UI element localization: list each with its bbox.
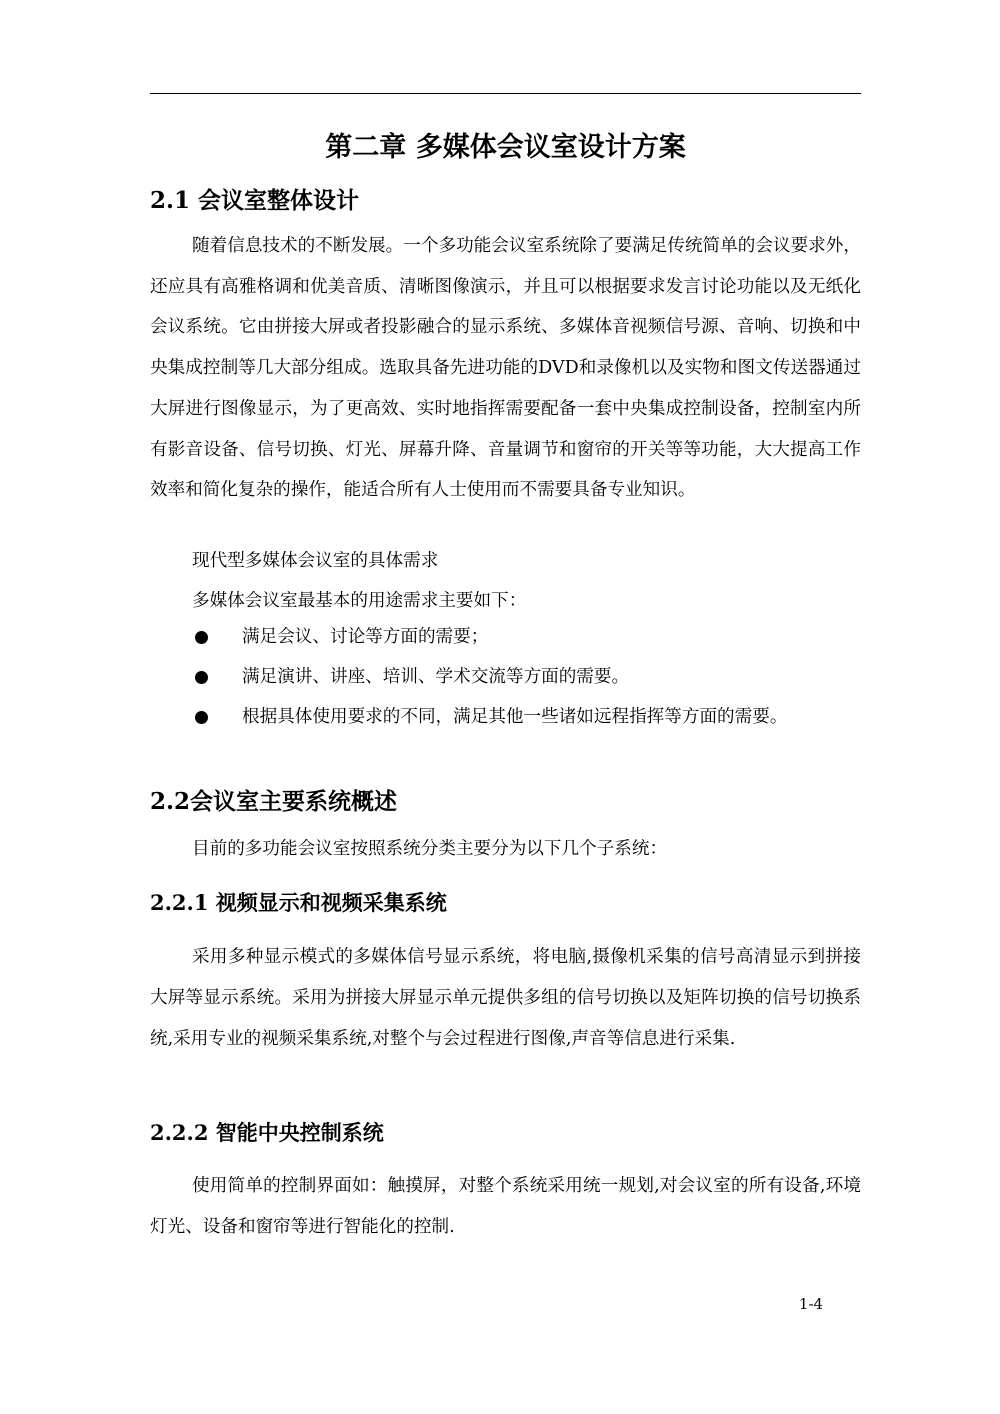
section-2-2-1-heading: 2.2.1 视频显示和视频采集系统 — [150, 890, 447, 915]
needs-title: 现代型多媒体会议室的具体需求 — [192, 551, 439, 571]
chapter-title: 第二章 多媒体会议室设计方案 — [325, 132, 686, 163]
page-number: 1-4 — [798, 1295, 824, 1313]
section-2-1-heading: 2.1 会议室整体设计 — [150, 187, 360, 214]
bullet-text: 满足会议、讨论等方面的需要； — [242, 627, 489, 647]
header-rule — [150, 93, 861, 94]
bullet-text: 根据具体使用要求的不同，满足其他一些诸如远程指挥等方面的需要。 — [242, 707, 788, 727]
section-2-2-2-heading: 2.2.2 智能中央控制系统 — [150, 1120, 384, 1145]
bullet-dot-icon — [195, 711, 208, 724]
bullet-text: 满足演讲、讲座、培训、学术交流等方面的需要。 — [242, 667, 630, 687]
section-2-2-2-paragraph: 使用简单的控制界面如：触摸屏，对整个系统采用统一规划,对会议室的所有设备,环境灯光、设备和窗帘等进行智能化的控制. — [150, 1176, 861, 1237]
section-2-2-1-paragraph: 采用多种显示模式的多媒体信号显示系统，将电脑,摄像机采集的信号高清显示到拼接大屏等显示系统。采用为拼接大屏显示单元提供多组的信号切换以及矩阵切换的信号切换系统,采用专业的视频采集系统,对整个与会过程进行图像,声音等信息进行采集. — [150, 947, 861, 1049]
section-2-2-intro: 目前的多功能会议室按照系统分类主要分为以下几个子系统： — [192, 839, 668, 859]
bullet-dot-icon — [195, 631, 208, 644]
section-2-2-heading: 2.2会议室主要系统概述 — [150, 788, 398, 815]
needs-intro: 多媒体会议室最基本的用途需求主要如下： — [192, 591, 527, 611]
bullet-dot-icon — [195, 671, 208, 684]
section-2-1-paragraph: 随着信息技术的不断发展。一个多功能会议室系统除了要满足传统简单的会议要求外，还应具有高雅格调和优美音质、清晰图像演示，并且可以根据要求发言讨论功能以及无纸化会议系统。它由拼接大屏或者投影融合的显示系统、多媒体音视频信号源、音响、切换和中央集成控制等几大部分组成。选取具备先进功能的DVD和录像机以及实物和图文传送器通过大屏进行图像显示，为了更高效、实时地指挥需要配备一套中央集成控制设备，控制室内所有影音设备、信号切换、灯光、屏幕升降、音量调节和窗帘的开关等等功能，大大提高工作效率和简化复杂的操作，能适合所有人士使用而不需要具备专业知识。 — [150, 236, 861, 501]
